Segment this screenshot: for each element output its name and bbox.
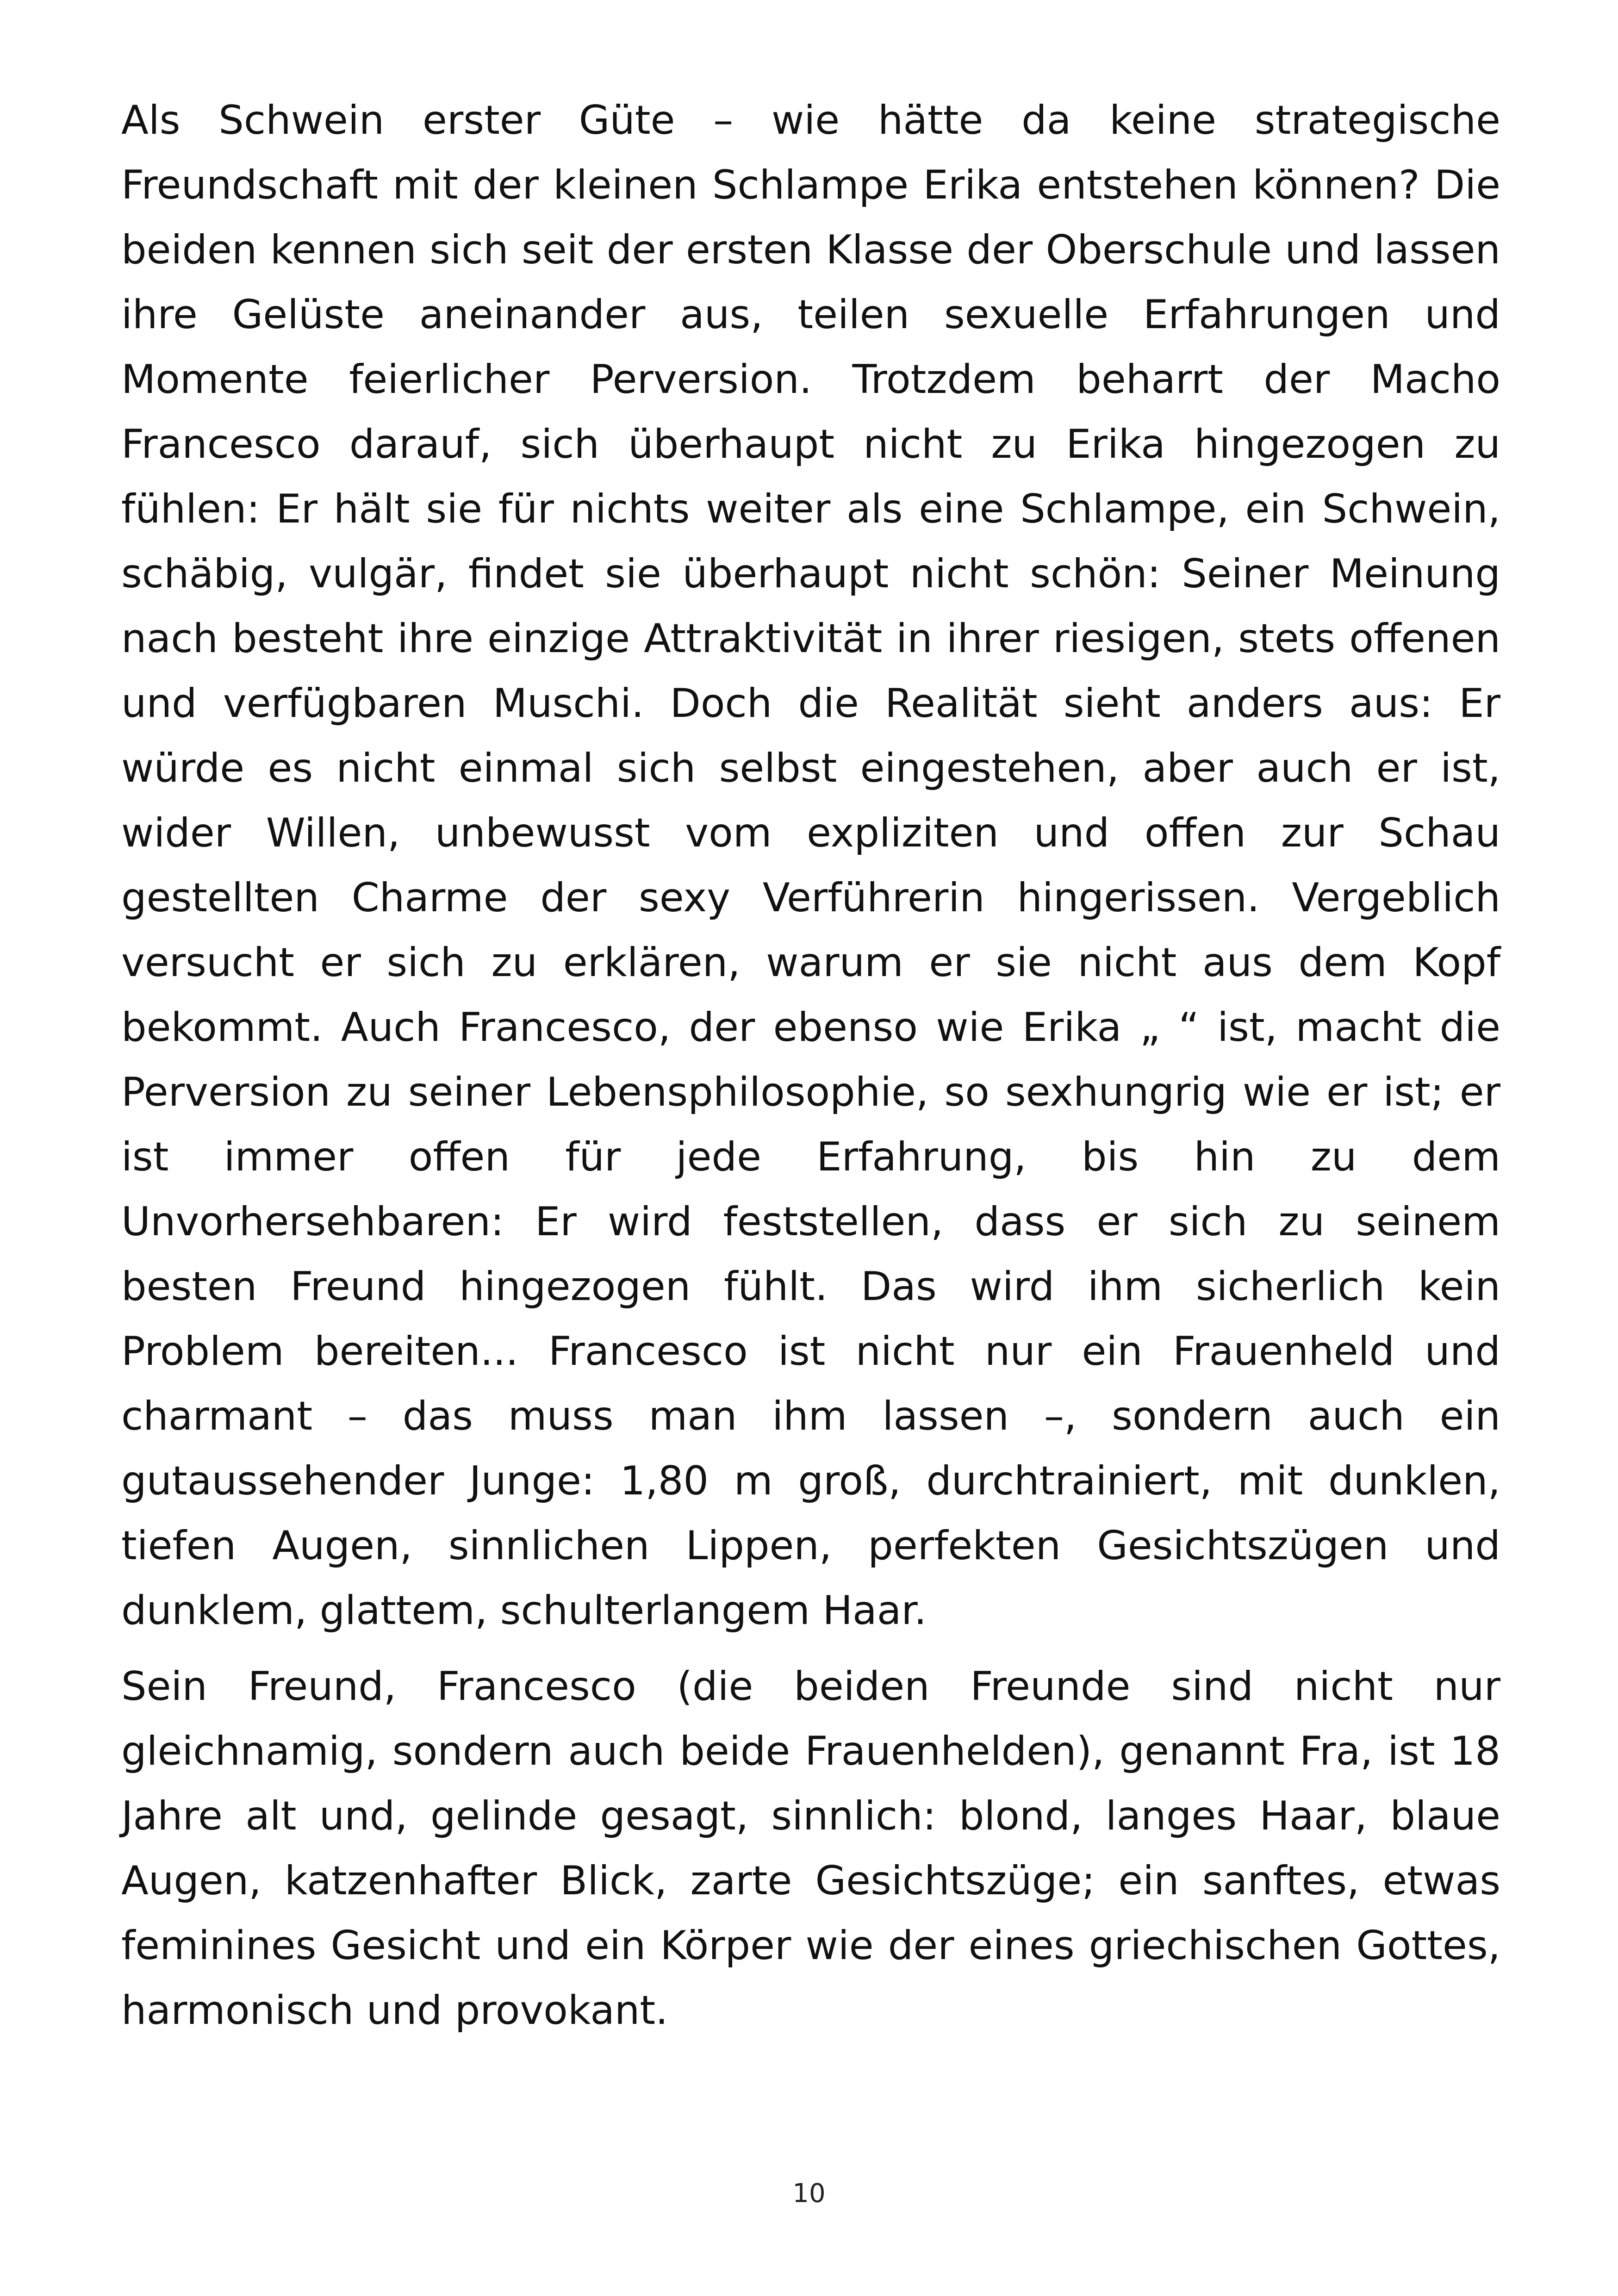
body-paragraph-1: Als Schwein erster Güte – wie hätte da keine strategische Freundschaft mit der kleinen Schlampe Erika entstehen können? Die beiden kennen sich seit der ersten Klasse der Oberschule und lassen ihre Gelüste aneinander aus, teilen sexuelle Erfahrungen und Momente feierlicher Perversion. Trotzdem beharrt der Macho Francesco darauf, sich überhaupt nicht zu Erika hingezogen zu fühlen: Er hält sie für nichts weiter als eine Schlampe, ein Schwein, schäbig, vulgär, findet sie überhaupt nicht schön: Seiner Meinung nach besteht ihre einzige Attraktivität in ihrer riesigen, stets offenen und verfügbaren Muschi. Doch die Realität sieht anders aus: Er würde es nicht einmal sich selbst eingestehen, aber auch er ist, wider Willen, unbewusst vom expliziten und offen zur Schau gestellten Charme der sexy Verführerin hingerissen. Vergeblich versucht er sich zu erklären, warum er sie nicht aus dem Kopf bekommt. Auch Francesco, der ebenso wie Erika „ “ ist, macht die Perversion zu seiner Lebensphilosophie, so sexhungrig wie er ist; er ist immer offen für jede Erfahrung, bis hin zu dem Unvorhersehbaren: Er wird feststellen, dass er sich zu seinem besten Freund hingezogen fühlt. Das wird ihm sicherlich kein Problem bereiten... Francesco ist nicht nur ein Frauenheld und charmant – das muss man ihm lassen –, sondern auch ein gutaussehender Junge: 1,80 m groß, durchtrainiert, mit dunklen, tiefen Augen, sinnlichen Lippen, perfekten Gesichtszügen und dunklem, glattem, schulterlangem Haar. <box>121 97 1500 1634</box>
page-number: 10 <box>792 2178 826 2209</box>
body-paragraph-2: Sein Freund, Francesco (die beiden Freunde sind nicht nur gleichnamig, sondern auch beide Frauenhelden), genannt Fra, ist 18 Jahre alt und, gelinde gesagt, sinnlich: blond, langes Haar, blaue Augen, katzenhafter Blick, zarte Gesichtszüge; ein sanftes, etwas feminines Gesicht und ein Körper wie der eines griechischen Gottes, harmonisch und provokant. <box>121 1663 1500 2034</box>
